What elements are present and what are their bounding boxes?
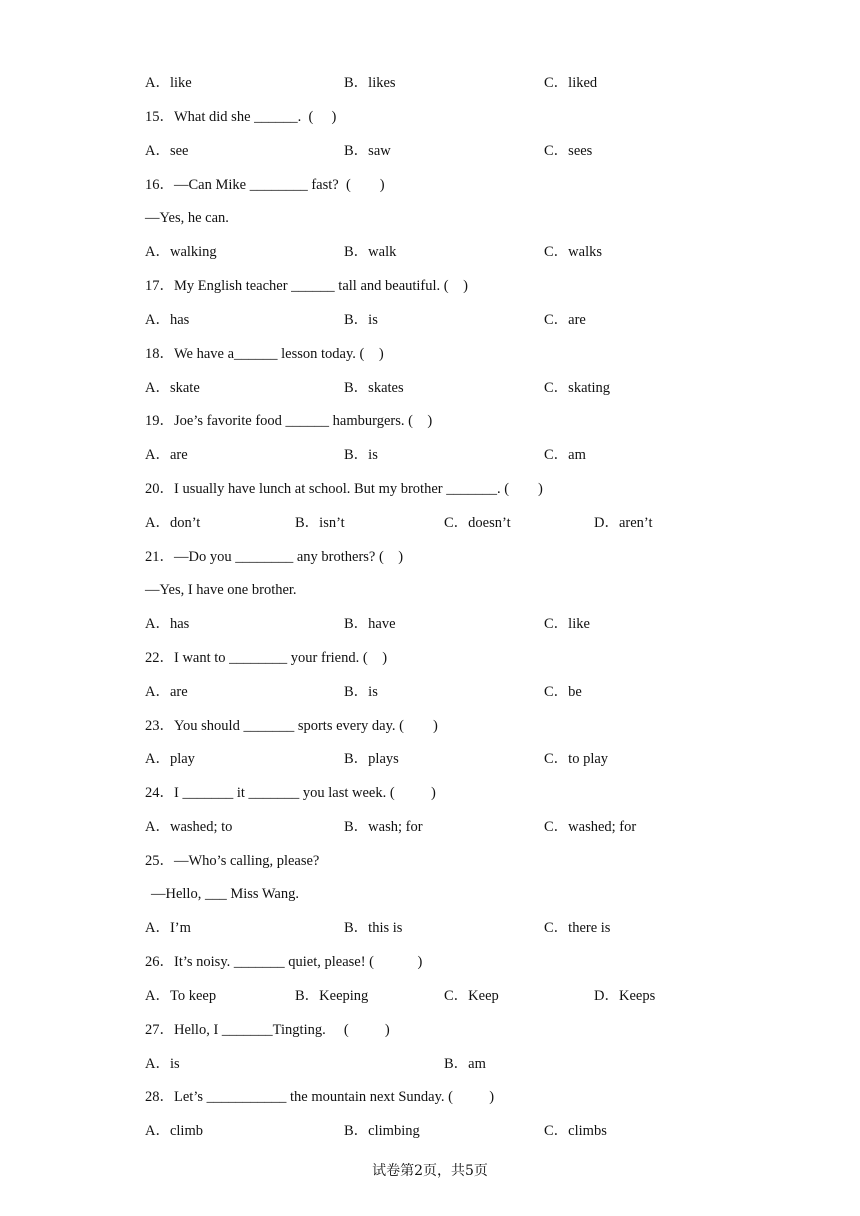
q25-reply: —Hello, ___ Miss Wang. xyxy=(151,886,299,902)
q27-option-a: A．is xyxy=(145,1056,180,1072)
q16-option-a: A．walking xyxy=(145,244,217,260)
q20-option-d: D．aren’t xyxy=(594,515,653,531)
q23-option-a: A．play xyxy=(145,751,195,767)
q26-option-d: D．Keeps xyxy=(594,988,656,1004)
q20-option-c: C．doesn’t xyxy=(444,515,511,531)
q17-option-c: C．are xyxy=(544,312,586,328)
q28-option-b: B．climbing xyxy=(344,1123,420,1139)
q26-option-a: A．To keep xyxy=(145,988,217,1004)
q21-option-b: B．have xyxy=(344,616,396,632)
q25-option-a: A．I’m xyxy=(145,920,191,936)
q23-stem: 23．You should _______ sports every day. ( ) xyxy=(145,718,438,734)
q14-option-c: C．liked xyxy=(544,75,598,91)
q20-option-b: B．isn’t xyxy=(295,515,345,531)
q17-stem: 17．My English teacher ______ tall and beautiful. ( ) xyxy=(145,278,468,294)
q19-option-b: B．is xyxy=(344,447,378,463)
q27-stem: 27．Hello, I _______Tingting. ( ) xyxy=(145,1022,390,1038)
page-footer: 试卷第2页，共5页 xyxy=(372,1163,488,1179)
q28-option-a: A．climb xyxy=(145,1123,203,1139)
q19-stem: 19．Joe’s favorite food ______ hamburgers. ( ) xyxy=(145,413,433,429)
q16-stem: 16．—Can Mike ________ fast? ( ) xyxy=(145,177,385,193)
q28-option-c: C．climbs xyxy=(544,1123,607,1139)
q25-option-b: B．this is xyxy=(344,920,403,936)
q23-option-b: B．plays xyxy=(344,751,399,767)
q28-stem: 28．Let’s ___________ the mountain next Sunday. ( ) xyxy=(145,1089,495,1105)
q27-option-b: B．am xyxy=(444,1056,486,1072)
q19-option-a: A．are xyxy=(145,447,188,463)
q15-option-b: B．saw xyxy=(344,143,391,159)
q16-reply: —Yes, he can. xyxy=(145,210,229,226)
q15-option-a: A．see xyxy=(145,143,189,159)
q20-stem: 20．I usually have lunch at school. But my brother _______. ( ) xyxy=(145,481,543,497)
q24-option-b: B．wash; for xyxy=(344,819,423,835)
q24-option-c: C．washed; for xyxy=(544,819,637,835)
q21-reply: —Yes, I have one brother. xyxy=(145,582,297,598)
q18-option-a: A．skate xyxy=(145,380,200,396)
q26-stem: 26．It’s noisy. _______ quiet, please! ( ) xyxy=(145,954,423,970)
q17-option-b: B．is xyxy=(344,312,378,328)
q18-stem: 18．We have a______ lesson today. ( ) xyxy=(145,346,384,362)
q22-stem: 22．I want to ________ your friend. ( ) xyxy=(145,650,388,666)
q18-option-c: C．skating xyxy=(544,380,611,396)
q26-option-c: C．Keep xyxy=(444,988,499,1004)
q18-option-b: B．skates xyxy=(344,380,404,396)
q21-stem: 21．—Do you ________ any brothers? ( ) xyxy=(145,549,404,565)
q24-option-a: A．washed; to xyxy=(145,819,233,835)
q25-stem: 25．—Who’s calling, please? xyxy=(145,853,320,869)
q21-option-a: A．has xyxy=(145,616,190,632)
q22-option-a: A．are xyxy=(145,684,188,700)
q14-option-b: B．likes xyxy=(344,75,396,91)
q15-option-c: C．sees xyxy=(544,143,593,159)
q14-option-a: A．like xyxy=(145,75,192,91)
q22-option-c: C．be xyxy=(544,684,582,700)
q25-option-c: C．there is xyxy=(544,920,611,936)
q23-option-c: C．to play xyxy=(544,751,609,767)
q20-option-a: A．don’t xyxy=(145,515,201,531)
q17-option-a: A．has xyxy=(145,312,190,328)
q15-stem: 15．What did she ______. ( ) xyxy=(145,109,337,125)
q22-option-b: B．is xyxy=(344,684,378,700)
q19-option-c: C．am xyxy=(544,447,586,463)
q21-option-c: C．like xyxy=(544,616,590,632)
q16-option-b: B．walk xyxy=(344,244,397,260)
q24-stem: 24．I _______ it _______ you last week. ( ) xyxy=(145,785,436,801)
q16-option-c: C．walks xyxy=(544,244,602,260)
q26-option-b: B．Keeping xyxy=(295,988,369,1004)
